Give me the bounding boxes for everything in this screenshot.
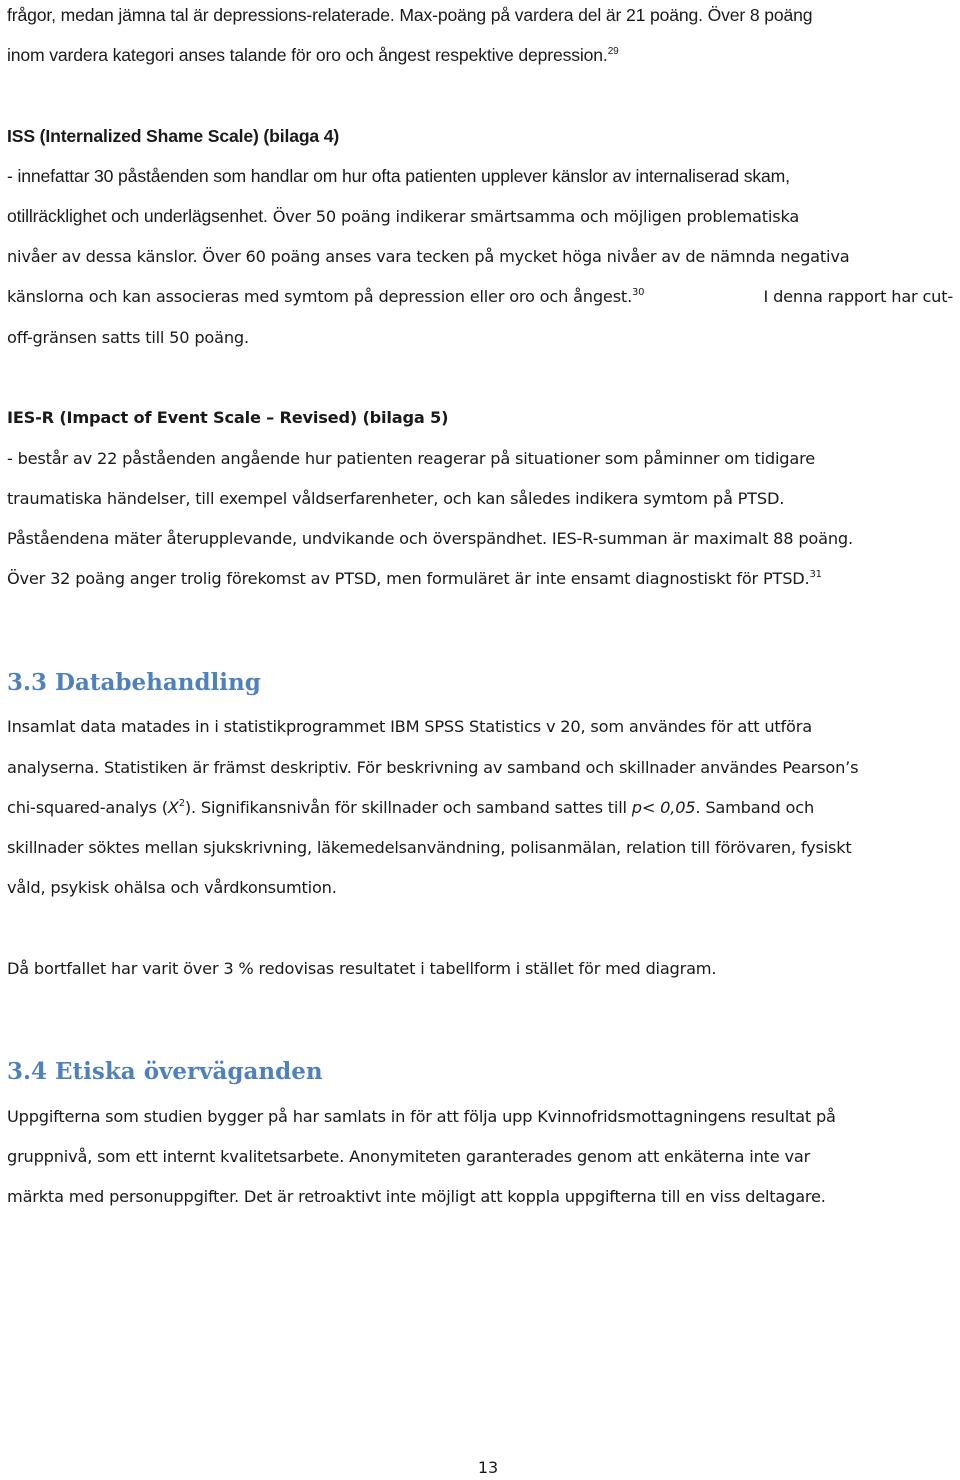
- s33-line-5: våld, psykisk ohälsa och vårdkonsumtion.: [7, 878, 337, 897]
- s34-line-1: Uppgifterna som studien bygger på har samlats in för att följa upp Kvinnofridsmottagningens resultat på: [7, 1107, 836, 1126]
- intro-line-2: [7, 44, 619, 66]
- iesr-line-4: [7, 568, 822, 590]
- s33-chi-exponent: 2: [178, 798, 185, 809]
- iss-line-5: off-gränsen satts till 50 poäng.: [7, 328, 249, 347]
- footnote-ref-31: 31: [809, 569, 822, 580]
- iss-line-3a: nivåer av dessa känslor.: [7, 247, 198, 266]
- intro-line-2-text: inom vardera kategori anses talande för oro och ångest respektive depression.: [7, 45, 608, 65]
- s34-line-3: märkta med personuppgifter. Det är retroaktivt inte möjligt att koppla uppgifterna till en viss deltagare.: [7, 1187, 826, 1206]
- s34-line-2: gruppnivå, som ett internt kvalitetsarbete. Anonymiteten garanterades genom att enkäterna inte var: [7, 1147, 811, 1166]
- s33-line-3a: chi-squared-analys (: [7, 798, 168, 817]
- iss-line-2: [7, 205, 799, 228]
- footnote-ref-30: 30: [632, 287, 645, 298]
- iss-line-4b: I denna rapport har cut-: [763, 287, 953, 306]
- iesr-title: IES-R (Impact of Event Scale – Revised) (bilaga 5): [7, 408, 449, 427]
- s33-line-3b: ). Signifikansnivån för skillnader och samband sattes till: [184, 798, 632, 817]
- s33-line-2: analyserna. Statistiken är främst deskriptiv. För beskrivning av samband och skillnader användes Pearson’s: [7, 758, 859, 777]
- iesr-line-1: - består av 22 påståenden angående hur patienten reagerar på situationer som påminner om tidigare: [7, 449, 815, 468]
- iesr-line-2: traumatiska händelser, till exempel våldserfarenheter, och kan således indikera symtom på PTSD.: [7, 489, 785, 508]
- s33-line-3c: . Samband och: [695, 798, 815, 817]
- s33-line-4: skillnader söktes mellan sjukskrivning, läkemedelsanvändning, polisanmälan, relation till förövaren, fysiskt: [7, 838, 852, 857]
- s33-line-1: Insamlat data matades in i statistikprogrammet IBM SPSS Statistics v 20, som användes för att utföra: [7, 717, 812, 736]
- s33-line-3: [7, 797, 814, 819]
- footnote-ref-29: 29: [607, 46, 619, 57]
- iesr-line-3: Påståendena mäter återupplevande, undvikande och överspändhet. IES-R-summan är maximalt 88 poäng.: [7, 529, 853, 548]
- iss-line-4: [7, 286, 644, 308]
- s33-p-value: p< 0,05: [631, 798, 696, 817]
- iesr-line-4-text: Över 32 poäng anger trolig förekomst av PTSD, men formuläret är inte ensamt diagnostiskt för PTSD.: [7, 569, 810, 588]
- section-3-3-heading: 3.3 Databehandling: [7, 669, 261, 696]
- iss-line-3b: Över 60 poäng anses vara tecken på mycket höga nivåer av de nämnda negativa: [197, 247, 850, 266]
- iss-line-2a: otillräcklighet och underlägsenhet.: [7, 206, 268, 226]
- page-number: 13: [477, 1458, 499, 1477]
- s33-chi-symbol: X: [167, 798, 179, 817]
- iss-line-2b: Över 50 poäng indikerar smärtsamma och möjligen problematiska: [267, 207, 800, 226]
- iss-line-4-text: känslorna och kan associeras med symtom på depression eller oro och ångest.: [7, 287, 633, 306]
- iss-line-1: - innefattar 30 påståenden som handlar om hur ofta patienten upplever känslor av internaliserad skam,: [7, 166, 790, 186]
- iss-title: ISS (Internalized Shame Scale) (bilaga 4): [7, 126, 340, 146]
- s33-para-2: Då bortfallet har varit över 3 % redovisas resultatet i tabellform i stället för med diagram.: [7, 959, 717, 978]
- iss-line-3: [7, 246, 849, 268]
- intro-line-1: frågor, medan jämna tal är depressions-relaterade. Max-poäng på vardera del är 21 poäng. Över 8 poäng: [7, 5, 813, 25]
- section-3-4-heading: 3.4 Etiska överväganden: [7, 1058, 323, 1085]
